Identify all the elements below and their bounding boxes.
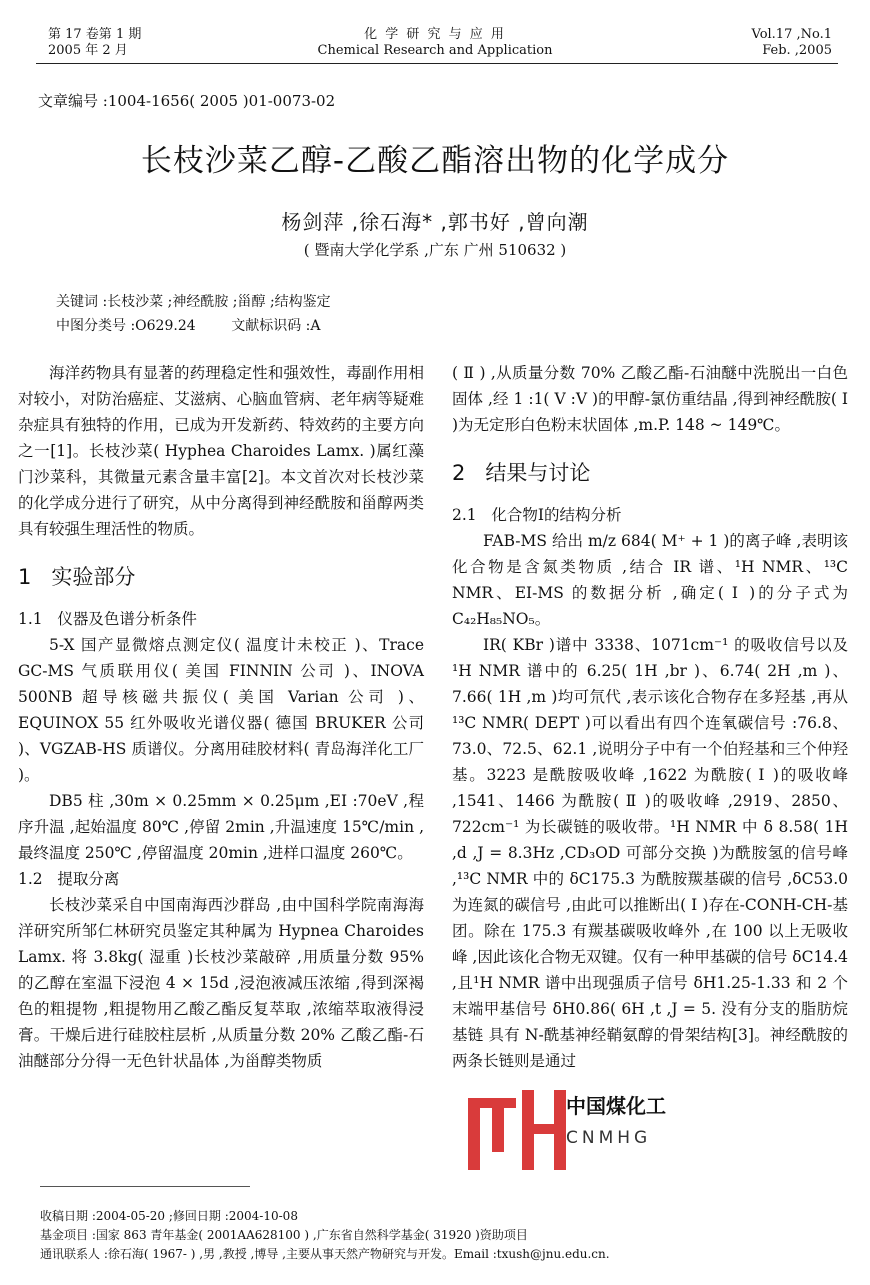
journal-volume-en [752, 27, 833, 59]
section-heading-results: 2 结果与讨论 [452, 461, 591, 485]
author-list: 杨剑萍 ,徐石海* ,郭书好 ,曾向潮 [281, 210, 589, 234]
keywords: 关键词 :长枝沙菜 ;神经酰胺 ;甾醇 ;结构鉴定 [56, 294, 331, 310]
journal-name-en: Chemical Research and Application [317, 43, 553, 58]
watermark-text-cn: 中国煤化工 [566, 1090, 666, 1119]
footnote-contact: 通讯联系人 :徐石海( 1967- ) ,男 ,教授 ,博导 ,主要从事天然产物研究与开发。Email :txush@jnu.edu.cn. [40, 1247, 610, 1261]
extraction-paragraph: 长枝沙菜采自中国南海西沙群岛 ,由中国科学院南海海洋研究所邹仁林研究员鉴定其种属为 Hypnea Charoides Lamx. 将 3.8kg( 湿重 )长枝沙菜敲碎 ,用质量分数 95% 的乙醇在室温下浸泡 4 × 15d ,浸泡液减压浓缩 ,得到深褐色的粗提物 ,粗提物用乙酸乙酯反复萃取 ,浓缩萃取液得浸膏。干燥后进行硅胶柱层析 ,从质量分数 20% 乙酸乙酯-石油醚部分分得一无色针状晶体 ,为甾醇类物质 [18, 896, 424, 1070]
subsection-heading-extraction: 1.2 提取分离 [18, 870, 120, 888]
classification: 中图分类号 :O629.24 文献标识码 :A [56, 318, 321, 334]
watermark-logo [466, 1088, 858, 1172]
section-heading-experimental: 1 实验部分 [18, 565, 136, 589]
paper-title: 长枝沙菜乙醇-乙酸乙酯溶出物的化学成分 [140, 143, 730, 179]
right-column [452, 360, 848, 1074]
chromatography-paragraph: DB5 柱 ,30m × 0.25mm × 0.25μm ,EI :70eV ,程序升温 ,起始温度 80℃ ,停留 2min ,升温速度 15℃/min ,最终温度 250℃ ,停留温度 20min ,进样口温度 260℃。 [18, 792, 424, 862]
footnote-received: 收稿日期 :2004-05-20 ;修回日期 :2004-10-08 [40, 1209, 298, 1223]
affiliation: ( 暨南大学化学系 ,广东 广州 510632 ) [303, 241, 567, 259]
instruments-paragraph: 5-X 国产显微熔点测定仪( 温度计未校正 )、Trace GC-MS 气质联用仪( 美国 FINNIN 公司 )、INOVA 500NB 超导核磁共振仪( 美国 Varian 公司 )、EQUINOX 55 红外吸收光谱仪器( 德国 BRUKER 公司 )、VGZAB-HS 质谱仪。分离用硅胶材料( 青岛海洋化工厂 )。 [18, 636, 424, 784]
continued-paragraph: ( Ⅱ ) ,从质量分数 70% 乙酸乙酯-石油醚中洗脱出一白色固体 ,经 1 :1( V :V )的甲醇-氯仿重结晶 ,得到神经酰胺( Ⅰ )为无定形白色粉末状固体 ,m.P. 148 ~ 149℃。 [452, 364, 848, 434]
header-rule [36, 63, 838, 64]
publish-date-en: Feb. ,2005 [762, 43, 832, 58]
watermark-mark-icon [466, 1088, 570, 1172]
footnote-rule [40, 1186, 250, 1187]
volume-issue-en: Vol.17 ,No.1 [751, 27, 832, 42]
publish-date: 2005 年 2 月 [48, 43, 128, 58]
subsection-heading-instruments: 1.1 仪器及色谱分析条件 [18, 610, 197, 628]
volume-issue: 第 17 卷第 1 期 [48, 27, 142, 42]
fabms-paragraph: FAB-MS 给出 m/z 684( M⁺ + 1 )的离子峰 ,表明该化合物是含氮类物质 ,结合 IR 谱、¹H NMR、¹³C NMR、EI-MS 的数据分析 ,确定( Ⅰ )的分子式为 C₄₂H₈₅NO₅。 [452, 532, 848, 628]
intro-paragraph: 海洋药物具有显著的药理稳定性和强效性，毒副作用相对较小，对防治癌症、艾滋病、心脑血管病、老年病等疑难杂症具有独特的作用，已成为开发新药、特效药的主要方向之一[1]。长枝沙菜( Hyphea Charoides Lamx. )属红藻门沙菜科，其微量元素含量丰富[2]。本文首次对长枝沙菜的化学成分进行了研究，从中分离得到神经酰胺和甾醇两类具有较强生理活性的物质。 [18, 364, 424, 538]
subsection-heading-compound-1: 2.1 化合物Ⅰ的结构分析 [452, 506, 622, 524]
article-number: 文章编号 :1004-1656( 2005 )01-0073-02 [38, 92, 336, 110]
watermark-text-en: CNMHG [566, 1128, 652, 1148]
journal-name-cn: 化 学 研 究 与 应 用 [364, 27, 506, 42]
ir-nmr-paragraph: IR( KBr )谱中 3338、1071cm⁻¹ 的吸收信号以及¹H NMR 谱中的 6.25( 1H ,br )、6.74( 2H ,m )、7.66( 1H ,m )均可氘代 ,表示该化合物存在多羟基 ,再从¹³C NMR( DEPT )可以看出有四个连氧碳信号 :76.8、73.0、72.5、62.1 ,说明分子中有一个伯羟基和三个仲羟基。3223 是酰胺吸收峰 ,1622 为酰胺( Ⅰ )的吸收峰 ,1541、1466 为酰胺( Ⅱ )的吸收峰 ,2919、2850、722cm⁻¹ 为长碳链的吸收带。¹H NMR 中 δ 8.58( 1H ,d ,J = 8.3Hz ,CD₃OD 可部分交换 )为酰胺氢的信号峰 ,¹³C NMR 中的 δC175.3 为酰胺羰基碳的信号 ,δC53.0 为连氮的碳信号 ,由此可以推断出( Ⅰ )存在-CONH-CH-基团。除在 175.3 有羰基碳吸收峰外 ,在 100 以上无吸收峰 ,因此该化合物无双键。仅有一种甲基碳的信号 δC14.4 ,且¹H NMR 谱中出现强质子信号 δH1.25-1.33 和 2 个末端甲基信号 δH0.86( 6H ,t ,J = 5. 没有分支的脂肪烷基链 具有 N-酰基神经鞘氨醇的骨架结构[3]。神经酰胺的两条长链则是通过 [452, 636, 848, 1070]
footnote-fund: 基金项目 :国家 863 青年基金( 2001AA628100 ) ,广东省自然科学基金( 31920 )资助项目 [40, 1228, 528, 1242]
left-column [18, 360, 424, 1074]
journal-name [0, 27, 870, 59]
